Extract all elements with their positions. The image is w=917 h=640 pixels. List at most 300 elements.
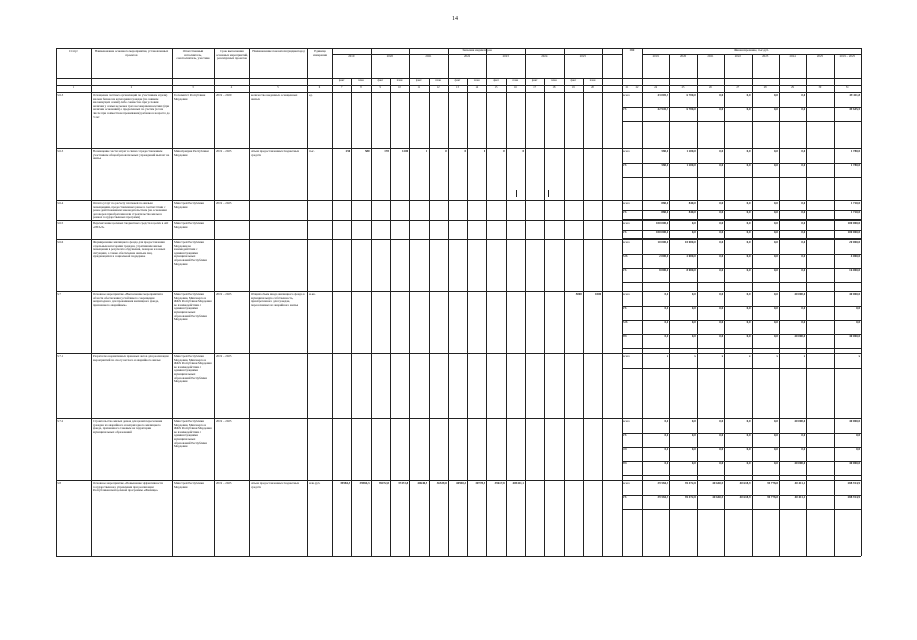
table-rule bbox=[448, 48, 449, 556]
row-executor: Минстрой Республики Мордовия, Минэнерго и ЖКХ Республики Мордовия во взаимодействии с администрациями муниципальных образований Республики Мордовия bbox=[174, 355, 212, 384]
fin-value: 100 000,0 bbox=[847, 222, 860, 225]
fin-value: 42 945,7 bbox=[657, 108, 669, 111]
table-rule bbox=[56, 239, 861, 240]
fin-value: 0,0 bbox=[691, 462, 696, 465]
column-number: 30 bbox=[818, 86, 822, 89]
fin-value: 40 640,5 bbox=[712, 496, 724, 499]
fin-value: 4 000,0 bbox=[850, 255, 860, 258]
fin-value: 0,0 bbox=[691, 448, 696, 451]
column-number: 9 bbox=[379, 86, 381, 89]
row-code: 3.6.6 bbox=[57, 241, 64, 244]
fin-value: 288 914,9 bbox=[847, 496, 860, 499]
row-name: Разработка нормативных правовых актов для реализации мероприятий по сносу ветхого и аварийного жилья bbox=[93, 355, 169, 362]
fin-value: 0,0 bbox=[746, 164, 751, 167]
fin-value: 0,0 bbox=[719, 434, 724, 437]
fin-value: 39 584,3 bbox=[657, 482, 669, 485]
row-name: Возмещение части затрат в связи с предоставлением участникам общеобразовательных учреждений выплат на жилье bbox=[93, 150, 170, 161]
fin-source: всего bbox=[623, 222, 630, 225]
column-number: 21 bbox=[625, 86, 629, 89]
fin-value: 0,0 bbox=[691, 434, 696, 437]
table-rule bbox=[371, 48, 372, 556]
table-rule bbox=[172, 48, 173, 556]
row-executor: Минстрой Республики Мордовия, Минэнерго и ЖКХ Республики Мордовия во взаимодействии с администрациями муниципальных образований Республики Мордовия bbox=[174, 420, 212, 449]
row-indicator bbox=[251, 222, 306, 238]
fin-value: 40 000,0 bbox=[849, 293, 860, 296]
fin-value: 0,0 bbox=[801, 241, 806, 244]
fin-value: 0,0 bbox=[664, 321, 669, 324]
row-indicator-value: 0 bbox=[503, 150, 505, 153]
table-rule bbox=[56, 291, 861, 292]
header-year: 2021 bbox=[425, 55, 432, 58]
fin-value: 0,0 bbox=[719, 150, 724, 153]
row-period bbox=[216, 241, 248, 290]
fin-value: 0,0 bbox=[746, 335, 751, 338]
fin-value: 40 411,1 bbox=[794, 496, 806, 499]
fin-value: 1 720,0 bbox=[850, 211, 860, 214]
fin-value: 0,0 bbox=[719, 269, 724, 272]
fin-value: 0,0 bbox=[719, 448, 724, 451]
table-rule bbox=[564, 48, 565, 556]
table-rule bbox=[602, 48, 603, 556]
row-indicator-value: 0 bbox=[464, 150, 467, 153]
header-plan-fact: факт bbox=[416, 79, 422, 82]
table-rule bbox=[697, 54, 698, 556]
fin-value: 0,0 bbox=[801, 211, 806, 214]
row-code: 3.8 bbox=[57, 482, 61, 485]
row-unit: тыс. bbox=[309, 150, 315, 153]
table-rule bbox=[249, 48, 250, 556]
row-name: Строительство жилых домов для целей переселения граждан из аварийного и непригодного жилищного фонда, признанного таковым на территории муниципальных образований bbox=[93, 420, 163, 434]
fin-value: 0,0 bbox=[774, 307, 778, 310]
fin-value: 0,0 bbox=[746, 255, 751, 258]
fin-source: всего bbox=[623, 241, 630, 244]
fin-value: 8 000,0 bbox=[686, 269, 696, 272]
row-indicator: количество выданных оснащенных жилых bbox=[251, 94, 298, 101]
fin-value: 10 000,0 bbox=[684, 241, 696, 244]
header-source: ИФ bbox=[629, 49, 635, 52]
fin-value: 0,0 bbox=[691, 222, 696, 225]
row-name: Перечисление целевых бюджетных средств в целях в АО «ИТАЛ» bbox=[93, 222, 169, 229]
fin-value: 0,0 bbox=[801, 269, 806, 272]
fin-value: 0,0 bbox=[774, 434, 778, 437]
fin-value: 8 000,0 bbox=[659, 269, 669, 272]
fin-value: 20 000,0 bbox=[849, 241, 860, 244]
header-status: Статус bbox=[69, 50, 78, 53]
fin-value: 0,0 bbox=[746, 230, 751, 234]
header-plan-fact: факт bbox=[570, 79, 577, 82]
column-number: 19 bbox=[571, 86, 575, 89]
header-plan-fact: факт bbox=[377, 79, 384, 82]
row-executor: Минстрой Республики Мордовия во взаимодействии с администрациями муниципальных образований Республики Мордовия bbox=[174, 241, 207, 266]
fin-value: 0,0 bbox=[774, 420, 778, 423]
row-code: 3.7 bbox=[57, 293, 61, 296]
fin-value: 0,0 bbox=[664, 434, 669, 437]
column-number: 25 bbox=[681, 86, 685, 89]
fin-value: 0,0 bbox=[801, 230, 806, 234]
fin-value: 0,0 bbox=[774, 321, 778, 324]
column-number: 8 bbox=[360, 86, 362, 89]
row-unit bbox=[309, 241, 331, 290]
header-year: 2025 bbox=[579, 55, 586, 58]
fin-value: 0,0 bbox=[774, 293, 778, 296]
fin-source: РБ bbox=[623, 108, 627, 111]
fin-source: ОБ bbox=[623, 448, 628, 451]
fin-value: 0,0 bbox=[691, 293, 696, 296]
fin-value: 40 000,0 bbox=[794, 462, 806, 465]
fin-value: 100 000,0 bbox=[847, 230, 860, 234]
column-number: 13 bbox=[456, 86, 459, 89]
header-plan-fact: план bbox=[473, 79, 480, 82]
fin-value: 0,0 bbox=[691, 420, 696, 423]
fin-value: 0,0 bbox=[801, 255, 806, 258]
table-rule bbox=[409, 48, 410, 556]
fin-value: 0,0 bbox=[719, 255, 724, 258]
fin-source: МБ bbox=[623, 255, 628, 258]
header-fin-year: 2021 bbox=[707, 55, 714, 58]
fin-source: всего bbox=[623, 420, 630, 423]
table-rule bbox=[622, 509, 861, 510]
header-fin-year: 2019 – 2025 bbox=[839, 55, 856, 58]
row-indicator: Общий объем ввода жилищного фонда в муниципальную собственность, приобретенного для граждан, переселяемых из аварийного жилья bbox=[251, 293, 305, 307]
fin-value: 1 780,0 bbox=[850, 150, 860, 153]
fin-value: 0,0 bbox=[774, 150, 778, 153]
fin-source: всего bbox=[623, 482, 630, 485]
fin-value: 0,0 bbox=[801, 321, 806, 324]
header-plan-fact: план bbox=[512, 79, 519, 82]
fin-value: 0,0 bbox=[774, 108, 778, 111]
fin-value: 0,0 bbox=[719, 230, 724, 234]
row-indicator: объем предоставленных бюджетных средств bbox=[251, 482, 300, 489]
fin-value: 288 914,9 bbox=[847, 482, 860, 485]
fin-value: 0,0 bbox=[801, 108, 806, 111]
row-indicator bbox=[251, 420, 306, 479]
tick-mark bbox=[516, 190, 517, 197]
table-rule bbox=[834, 54, 835, 556]
page-number: 14 bbox=[452, 16, 458, 22]
column-number: 11 bbox=[417, 86, 421, 89]
table-rule bbox=[622, 238, 861, 239]
table-rule bbox=[622, 48, 623, 556]
fin-value: 0,0 bbox=[719, 94, 724, 97]
fin-value: 0,0 bbox=[774, 222, 778, 225]
header-fin-year: 2024 bbox=[789, 55, 796, 58]
header-plan-fact: план bbox=[358, 79, 364, 82]
row-executor: Минстрой Республики Мордовия, Минэнерго и ЖКХ Республики Мордовия во взаимодействии с администрациями муниципальных образований Республики Мордовия bbox=[174, 293, 212, 322]
fin-value: х bbox=[721, 355, 724, 358]
fin-value: 0,0 bbox=[856, 321, 860, 324]
column-number: 22 bbox=[635, 86, 639, 89]
fin-value: 0,0 bbox=[746, 448, 751, 451]
fin-value: 0,0 bbox=[719, 108, 724, 111]
fin-value: 880,0 bbox=[661, 202, 669, 205]
fin-value: 0,0 bbox=[664, 420, 669, 423]
row-name: Оснащение частных организаций по участникам и (или) малым бизнесом категориям граждан (по заявкам малоимущих семей) либо совместно при условии наличия у семьи не менее трех несовершеннолетних (при наличии оснований) о пределенных по учетам (в том числе при совместном проживании) ребенка в возрасте до 3 лет bbox=[93, 94, 170, 119]
fin-value: 1 200,0 bbox=[686, 164, 696, 167]
header-fin-year: 2025 bbox=[816, 55, 824, 58]
row-unit bbox=[309, 355, 331, 417]
fin-value: 0,0 bbox=[691, 321, 696, 324]
row-executor: Минстрой Республики Мордовия bbox=[174, 222, 204, 229]
fin-value: 0,0 bbox=[774, 202, 778, 205]
fin-value: 49 411,8 bbox=[849, 94, 860, 97]
fin-value: 40 618,9 bbox=[739, 496, 751, 499]
fin-value: 0,0 bbox=[719, 293, 724, 296]
row-unit bbox=[309, 420, 331, 479]
table-rule bbox=[56, 353, 861, 354]
fin-source: МБ bbox=[623, 321, 628, 324]
header-executor: Ответственный исполнитель, соисполнитель, участник bbox=[176, 50, 210, 61]
fin-source: РБ bbox=[623, 496, 627, 499]
column-number: 10 bbox=[398, 86, 401, 89]
fin-value: 6 700,0 bbox=[686, 94, 696, 97]
table-rule bbox=[642, 48, 643, 556]
fin-value: 0,0 bbox=[746, 321, 751, 324]
column-number: 4 bbox=[230, 86, 233, 89]
fin-value: 0,0 bbox=[746, 94, 751, 97]
row-indicator-value: 40590,3 bbox=[456, 482, 467, 485]
row-unit bbox=[309, 202, 331, 219]
fin-value: 840,0 bbox=[688, 211, 696, 214]
fin-value: 0,0 bbox=[691, 230, 696, 234]
row-code: 3.6.3 bbox=[57, 94, 64, 97]
row-period: 2019 – 2020 bbox=[216, 94, 232, 97]
fin-source: РБ bbox=[623, 211, 627, 214]
fin-source: РБ bbox=[623, 307, 627, 310]
row-name: Основное мероприятие «Выполнение мероприятий в области обеспечения устойчивого сокращения непригодного для проживания жилищного фонда, признанного аварийным» bbox=[93, 293, 164, 307]
fin-value: 39 778,8 bbox=[767, 482, 778, 485]
fin-value: 0,0 bbox=[664, 462, 669, 465]
row-period: 2019 – 2025 bbox=[216, 355, 232, 358]
fin-value: 40 000,0 bbox=[794, 335, 806, 338]
header-finance-group: Финансирование, тыс.руб. bbox=[734, 49, 769, 52]
tick-mark bbox=[548, 190, 549, 197]
fin-value: 0,0 bbox=[719, 202, 724, 205]
fin-value: 0,0 bbox=[746, 211, 751, 214]
fin-value: 6 700,0 bbox=[686, 108, 696, 111]
fin-value: 0,0 bbox=[746, 307, 751, 310]
fin-value: 43 005,3 bbox=[657, 94, 669, 97]
column-number: 28 bbox=[763, 86, 767, 89]
row-indicator-value: 0 bbox=[445, 150, 447, 153]
fin-value: 0,0 bbox=[691, 335, 696, 338]
row-code: 3.6.5 bbox=[57, 222, 64, 225]
header-fin-year: 2020 bbox=[679, 55, 687, 58]
fin-value: 0,0 bbox=[801, 202, 806, 205]
row-indicator-value: 39584,3 bbox=[340, 482, 351, 485]
fin-value: 0,0 bbox=[774, 211, 778, 214]
row-unit: млн.руб. bbox=[309, 482, 321, 485]
header-year: 2022 bbox=[464, 55, 471, 58]
table-rule bbox=[544, 78, 545, 556]
row-indicator-value: 0 bbox=[425, 150, 428, 153]
table-rule bbox=[56, 480, 861, 481]
table-rule bbox=[56, 220, 861, 221]
fin-value: 0,0 bbox=[664, 335, 669, 338]
fin-source: ВБ bbox=[623, 335, 627, 338]
fin-value: 49 645,5 bbox=[849, 108, 860, 111]
fin-value: 0,0 bbox=[774, 448, 778, 451]
table-rule bbox=[56, 556, 861, 557]
fin-value: 0,0 bbox=[801, 94, 806, 97]
fin-value: 0,0 bbox=[774, 230, 778, 234]
fin-value: 0,0 bbox=[746, 241, 751, 244]
fin-value: х bbox=[666, 355, 669, 358]
fin-value: 0,0 bbox=[774, 94, 778, 97]
table-rule bbox=[56, 418, 861, 419]
table-rule bbox=[622, 368, 861, 369]
fin-value: 0,0 bbox=[801, 222, 806, 225]
header-plan-fact: план bbox=[589, 79, 596, 82]
fin-value: 0,0 bbox=[801, 150, 806, 153]
fin-source: всего bbox=[623, 94, 630, 97]
row-indicator-value: 0 bbox=[522, 150, 524, 153]
fin-value: 1 200,0 bbox=[686, 150, 696, 153]
column-number: 5 bbox=[277, 86, 279, 89]
header-plan-fact: факт bbox=[531, 79, 538, 82]
row-indicator-value: 405411,1 bbox=[512, 482, 524, 485]
row-indicator-value: 580 bbox=[364, 150, 370, 153]
row-indicator-value: 1000 bbox=[595, 293, 602, 296]
fin-value: 0,0 bbox=[746, 434, 751, 437]
fin-value: 0,0 bbox=[774, 255, 778, 258]
table-rule bbox=[752, 54, 753, 556]
fin-source: РБ bbox=[623, 164, 627, 167]
row-name: Оплата услуг по расчету платежей по жилым помещениям, предоставленных ранее в соответствии с ранее действовавшим законодательством (на основании договоров приобретения или строительства жилья в рамках государственных программ) bbox=[93, 202, 167, 219]
fin-value: 0,0 bbox=[746, 420, 751, 423]
table-rule bbox=[525, 48, 526, 556]
fin-value: 1 720,0 bbox=[850, 202, 860, 205]
fin-source: всего bbox=[623, 355, 630, 358]
row-indicator-value: 178 bbox=[384, 150, 389, 153]
fin-value: 40 618,9 bbox=[739, 482, 751, 485]
row-executor: Госкомитет Республики Мордовия bbox=[174, 94, 206, 101]
column-number: 16 bbox=[513, 86, 517, 89]
fin-value: 0,0 bbox=[719, 321, 724, 324]
fin-value: 100 000,0 bbox=[656, 230, 669, 234]
program-table bbox=[56, 48, 861, 556]
header-plan-fact: факт bbox=[338, 79, 345, 82]
fin-value: 0,0 bbox=[774, 335, 778, 338]
row-name: Формирование жилищного фонда для предоставления отдельным категориям граждан, утратившим жилые помещения в результате обрушения, пожаров и в иных ситуациях, а также обеспечение жильем лиц, нуждающихся в социальной поддержке bbox=[93, 241, 166, 259]
row-indicator-value: 36539,8 bbox=[436, 482, 447, 485]
table-rule bbox=[91, 48, 92, 556]
fin-value: 40 000,0 bbox=[794, 420, 806, 423]
column-number: 17 bbox=[533, 86, 537, 89]
row-indicator-value: 39472,8 bbox=[378, 482, 389, 485]
fin-source: РБ bbox=[623, 230, 627, 234]
column-number: 20 bbox=[591, 86, 594, 89]
row-period: 2019 – 2025 bbox=[216, 420, 232, 423]
fin-source: всего bbox=[623, 202, 630, 205]
row-period: 2019 – 2025 bbox=[216, 150, 232, 153]
fin-value: 0,0 bbox=[856, 307, 860, 310]
column-number: 2 bbox=[130, 86, 133, 89]
table-rule bbox=[669, 54, 670, 556]
fin-value: 0,0 bbox=[774, 462, 778, 465]
row-executor: Минстрой Республики Мордовия bbox=[174, 482, 204, 489]
fin-value: 16 000,0 bbox=[849, 269, 860, 272]
fin-value: 39 472,8 bbox=[684, 496, 696, 499]
table-rule bbox=[214, 48, 215, 556]
table-rule bbox=[622, 475, 861, 476]
fin-value: 0,0 bbox=[719, 241, 724, 244]
fin-value: 39 584,3 bbox=[657, 496, 669, 499]
row-period: 2019 – 2025 bbox=[216, 202, 232, 205]
fin-source: всего bbox=[623, 293, 630, 296]
row-indicator-value: 39617,8 bbox=[494, 482, 505, 485]
fin-value: 0,0 bbox=[746, 269, 751, 272]
table-rule bbox=[861, 48, 862, 556]
fin-value: 0,0 bbox=[746, 202, 751, 205]
header-indicators-group: Значения индикаторов bbox=[462, 49, 492, 52]
header-plan-fact: факт bbox=[454, 79, 461, 82]
fin-value: х bbox=[776, 355, 778, 358]
fin-value: 0,0 bbox=[719, 335, 724, 338]
table-rule bbox=[332, 48, 333, 556]
row-indicator-value: 0 bbox=[483, 150, 486, 153]
header-year: 2020 bbox=[386, 55, 393, 58]
fin-value: 0,0 bbox=[801, 307, 806, 310]
row-indicator-value: 40640,5 bbox=[417, 482, 428, 485]
row-indicator-value: 1200 bbox=[402, 150, 409, 153]
fin-value: 0,0 bbox=[856, 448, 860, 451]
fin-value: 0,0 bbox=[801, 164, 806, 167]
table-rule bbox=[486, 48, 487, 556]
fin-value: 0,0 bbox=[719, 307, 724, 310]
fin-value: 880,0 bbox=[661, 211, 669, 214]
header-plan-fact: план bbox=[551, 79, 557, 82]
row-unit bbox=[309, 222, 331, 238]
header-unit: Единица измерения bbox=[313, 50, 327, 57]
fin-value: 0,0 bbox=[746, 222, 751, 225]
fin-source: РБ bbox=[623, 434, 627, 437]
column-number: 12 bbox=[436, 86, 440, 89]
header-year: 2019 bbox=[348, 55, 355, 58]
fin-value: 2 000,0 bbox=[659, 255, 669, 258]
row-indicator-value: 5000 bbox=[575, 293, 582, 296]
row-code: 3.6.3 bbox=[57, 150, 64, 153]
fin-value: х bbox=[748, 355, 751, 358]
column-number: 27 bbox=[736, 86, 740, 89]
fin-value: 2 000,0 bbox=[686, 255, 696, 258]
fin-value: 0,0 bbox=[774, 241, 778, 244]
header-fin-year: 2022 bbox=[734, 55, 741, 58]
table-rule bbox=[622, 219, 861, 220]
table-rule bbox=[583, 78, 584, 556]
fin-value: 0,0 bbox=[801, 434, 806, 437]
fin-value: 0,0 bbox=[664, 293, 669, 296]
table-rule bbox=[56, 200, 861, 201]
fin-value: 1 780,0 bbox=[850, 164, 860, 167]
row-indicator bbox=[251, 355, 306, 417]
fin-value: 40 411,1 bbox=[794, 482, 806, 485]
table-rule bbox=[56, 148, 861, 149]
column-number: 31 bbox=[845, 86, 849, 89]
table-rule bbox=[307, 48, 308, 556]
row-period: 2019 – 2025 bbox=[216, 482, 232, 485]
fin-value: 0,0 bbox=[719, 420, 724, 423]
fin-value: 580,0 bbox=[661, 150, 669, 153]
row-indicator-value: 30778,9 bbox=[475, 482, 486, 485]
column-number: 1 bbox=[72, 86, 75, 89]
column-number: 18 bbox=[552, 86, 556, 89]
column-number: 26 bbox=[709, 86, 712, 89]
row-period bbox=[216, 222, 248, 238]
table-rule bbox=[779, 54, 780, 556]
table-rule bbox=[56, 92, 861, 93]
fin-value: 39 778,8 bbox=[767, 496, 778, 499]
table-rule bbox=[622, 121, 861, 122]
